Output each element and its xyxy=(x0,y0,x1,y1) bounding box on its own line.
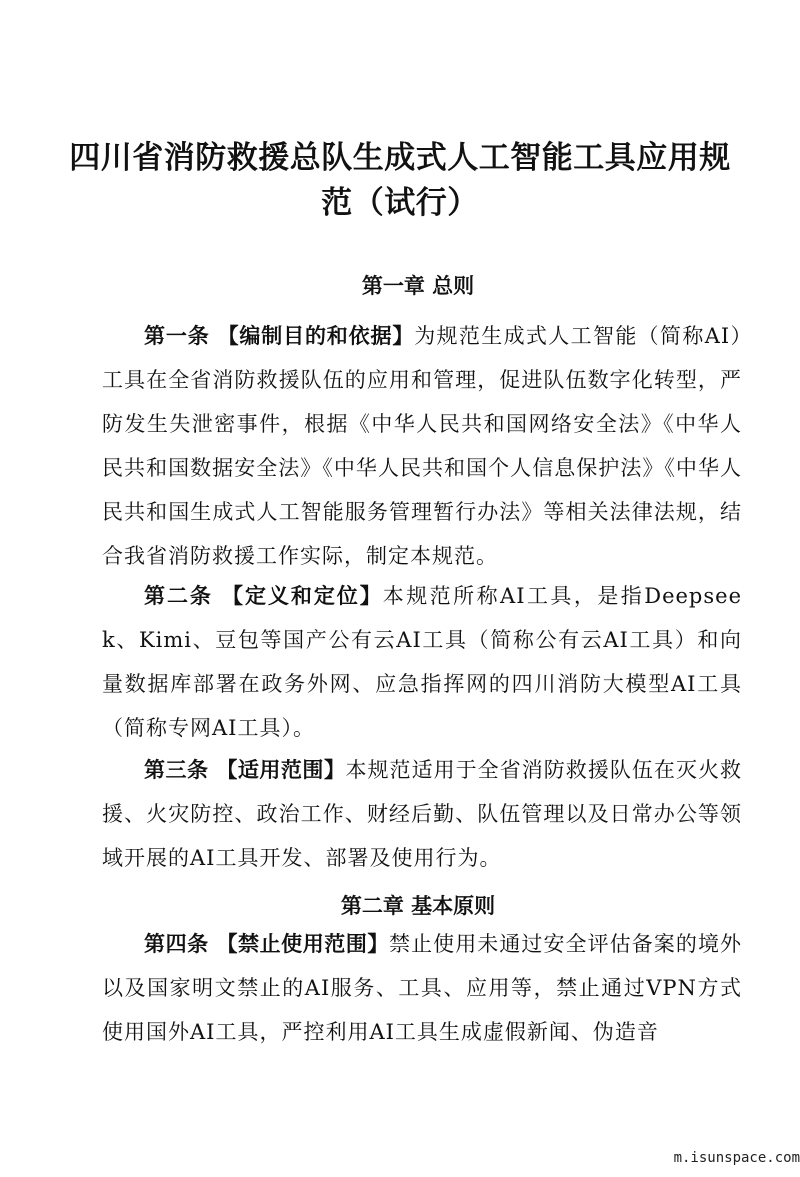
article-1-heading: 【编制目的和依据】 xyxy=(217,324,415,348)
article-4-body: 禁止使用未通过安全评估备案的境外以及国家明文禁止的AI服务、工具、应用等，禁止通过VPN方式使用国外AI工具，严控利用AI工具生成虚假新闻、伪造音 xyxy=(102,932,743,1044)
article-3-number: 第三条 xyxy=(144,758,209,782)
article-3 xyxy=(102,748,742,880)
article-4-heading: 【禁止使用范围】 xyxy=(216,932,389,956)
article-2 xyxy=(102,574,742,750)
chapter-heading-1: 第一章 总则 xyxy=(361,274,475,298)
chapter-heading-2: 第二章 基本原则 xyxy=(340,894,496,918)
article-3-body: 本规范适用于全省消防救援队伍在灭火救援、火灾防控、政治工作、财经后勤、队伍管理以及日常办公等领域开展的AI工具开发、部署及使用行为。 xyxy=(102,758,743,870)
article-1 xyxy=(102,314,742,578)
article-3-heading: 【适用范围】 xyxy=(216,758,346,782)
article-2-body: 本规范所称AI工具，是指Deepseek、Kimi、豆包等国产公有云AI工具（简称公有云AI工具）和向量数据库部署在政务外网、应急指挥网的四川消防大模型AI工具（简称专网AI工具）。 xyxy=(102,584,743,740)
article-1-body: 为规范生成式人工智能（简称AI）工具在全省消防救援队伍的应用和管理，促进队伍数字化转型，严防发生失泄密事件，根据《中华人民共和国网络安全法》《中华人民共和国数据安全法》《中华人民共和国个人信息保护法》《中华人民共和国生成式人工智能服务管理暂行办法》等相关法律法规，结合我省消防救援工作实际，制定本规范。 xyxy=(102,324,743,568)
article-1-number: 第一条 xyxy=(144,324,210,348)
article-4 xyxy=(102,922,742,1054)
document-title: 四川省消防救援总队生成式人工智能工具应用规范（试行） xyxy=(69,140,731,221)
article-2-heading: 【定义和定位】 xyxy=(222,584,383,608)
article-4-number: 第四条 xyxy=(144,932,209,956)
article-2-number: 第二条 xyxy=(144,584,213,608)
site-watermark: m.isunspace.com xyxy=(673,1150,800,1166)
